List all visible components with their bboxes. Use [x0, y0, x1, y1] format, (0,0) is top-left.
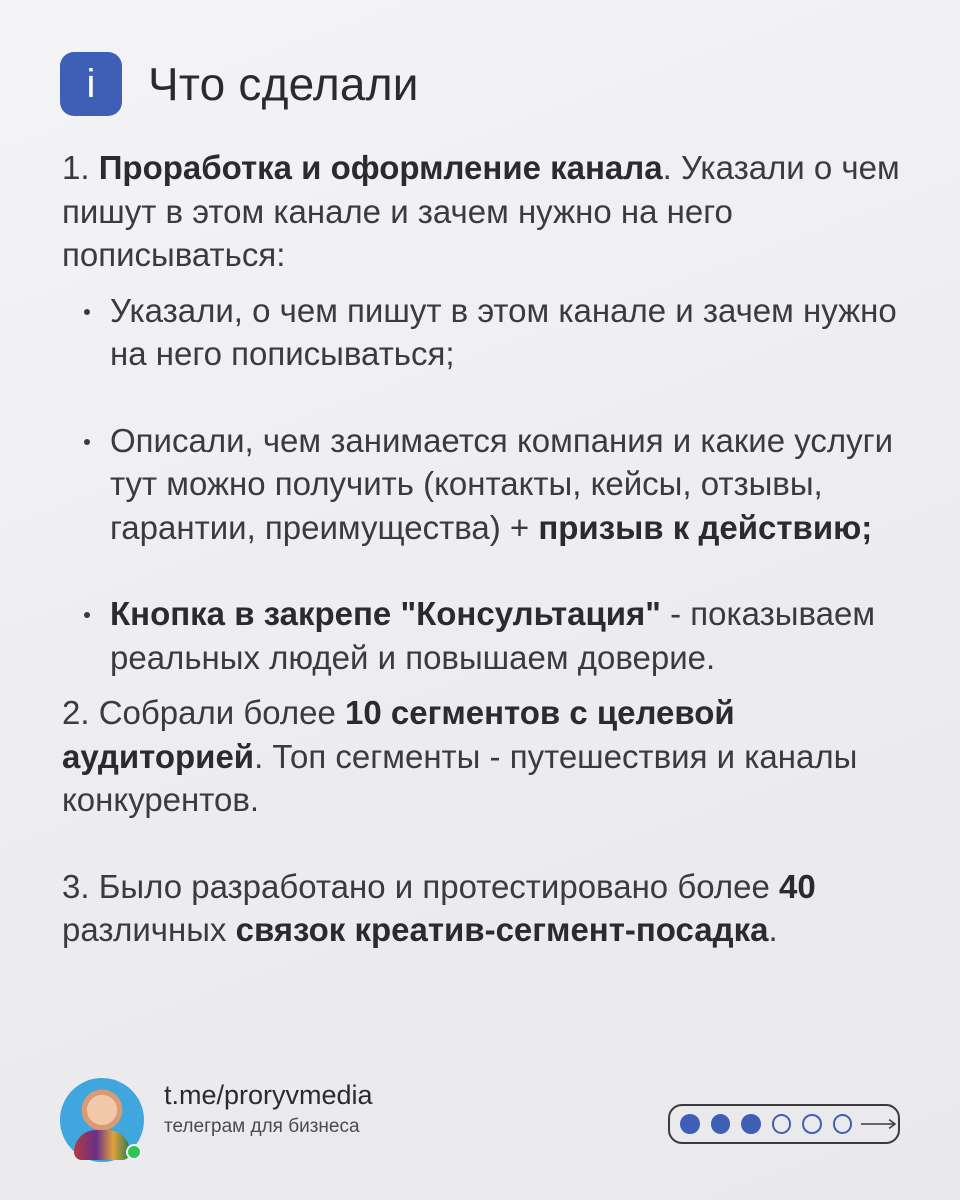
- bullet-list: [62, 289, 912, 680]
- paragraph-2-text-start: 2. Собрали более: [62, 694, 345, 731]
- header: [60, 52, 419, 116]
- bullet-3-highlight: Кнопка в закрепе "Консультация": [110, 595, 661, 632]
- bullet-2-text: Описали, чем занимается компания и какие услуги тут можно получить (контакты, кейсы, отзывы, гарантии, преимущества) +: [110, 421, 894, 546]
- paragraph-1-number: 1.: [62, 149, 99, 186]
- paragraph-1: [62, 146, 912, 277]
- avatar[interactable]: [60, 1078, 144, 1162]
- info-icon-label: i: [86, 61, 96, 106]
- avatar-shirt: [74, 1130, 130, 1160]
- paragraph-2-text: . Топ сегменты - путешествия и каналы конкурентов.: [62, 737, 858, 818]
- channel-caption: телеграм для бизнеса: [164, 1116, 360, 1137]
- paragraph-1-text: . Указали о чем пишут в этом канале и зачем нужно на него пописываться:: [62, 149, 900, 273]
- online-status-icon: [126, 1144, 142, 1160]
- paragraph-3-highlight: связок креатив-сегмент-посадка: [235, 911, 769, 948]
- channel-link[interactable]: t.me/proryvmedia: [164, 1080, 373, 1110]
- bullet-2-highlight: призыв к действию;: [538, 508, 873, 546]
- arrow-right-icon[interactable]: [861, 1118, 898, 1130]
- paragraph-3: [62, 865, 912, 952]
- list-item: [62, 419, 912, 550]
- list-item: [62, 289, 912, 376]
- page-title: Что сделали: [148, 58, 419, 110]
- paragraph-3-number: 40: [778, 867, 816, 905]
- paragraph-3-text-start: 3. Было разработано и протестировано более: [62, 867, 779, 905]
- page-dot[interactable]: [711, 1114, 731, 1134]
- page-dot[interactable]: [741, 1114, 761, 1134]
- list-item: [62, 592, 912, 679]
- page-indicator[interactable]: [668, 1104, 900, 1144]
- bullet-3-text: - показываем реальных людей и повышаем доверие.: [110, 595, 876, 676]
- page-dot[interactable]: [833, 1114, 853, 1134]
- page-dot[interactable]: [772, 1114, 792, 1134]
- paragraph-1-highlight: Проработка и оформление канала: [98, 149, 663, 186]
- bullet-1-text: Указали, о чем пишут в этом канале и зачем нужно на него пописываться;: [110, 291, 897, 372]
- footer: [60, 1064, 900, 1154]
- content: [62, 146, 912, 952]
- info-icon: [60, 52, 122, 116]
- page-dot[interactable]: [802, 1114, 822, 1134]
- paragraph-2-highlight: 10 сегментов с целевой аудиторией: [62, 694, 735, 775]
- page-dot[interactable]: [680, 1114, 700, 1134]
- paragraph-3-text-end: .: [768, 911, 778, 948]
- spacer: [62, 822, 912, 865]
- paragraph-2: [62, 691, 912, 822]
- paragraph-3-text-mid: различных: [62, 911, 236, 948]
